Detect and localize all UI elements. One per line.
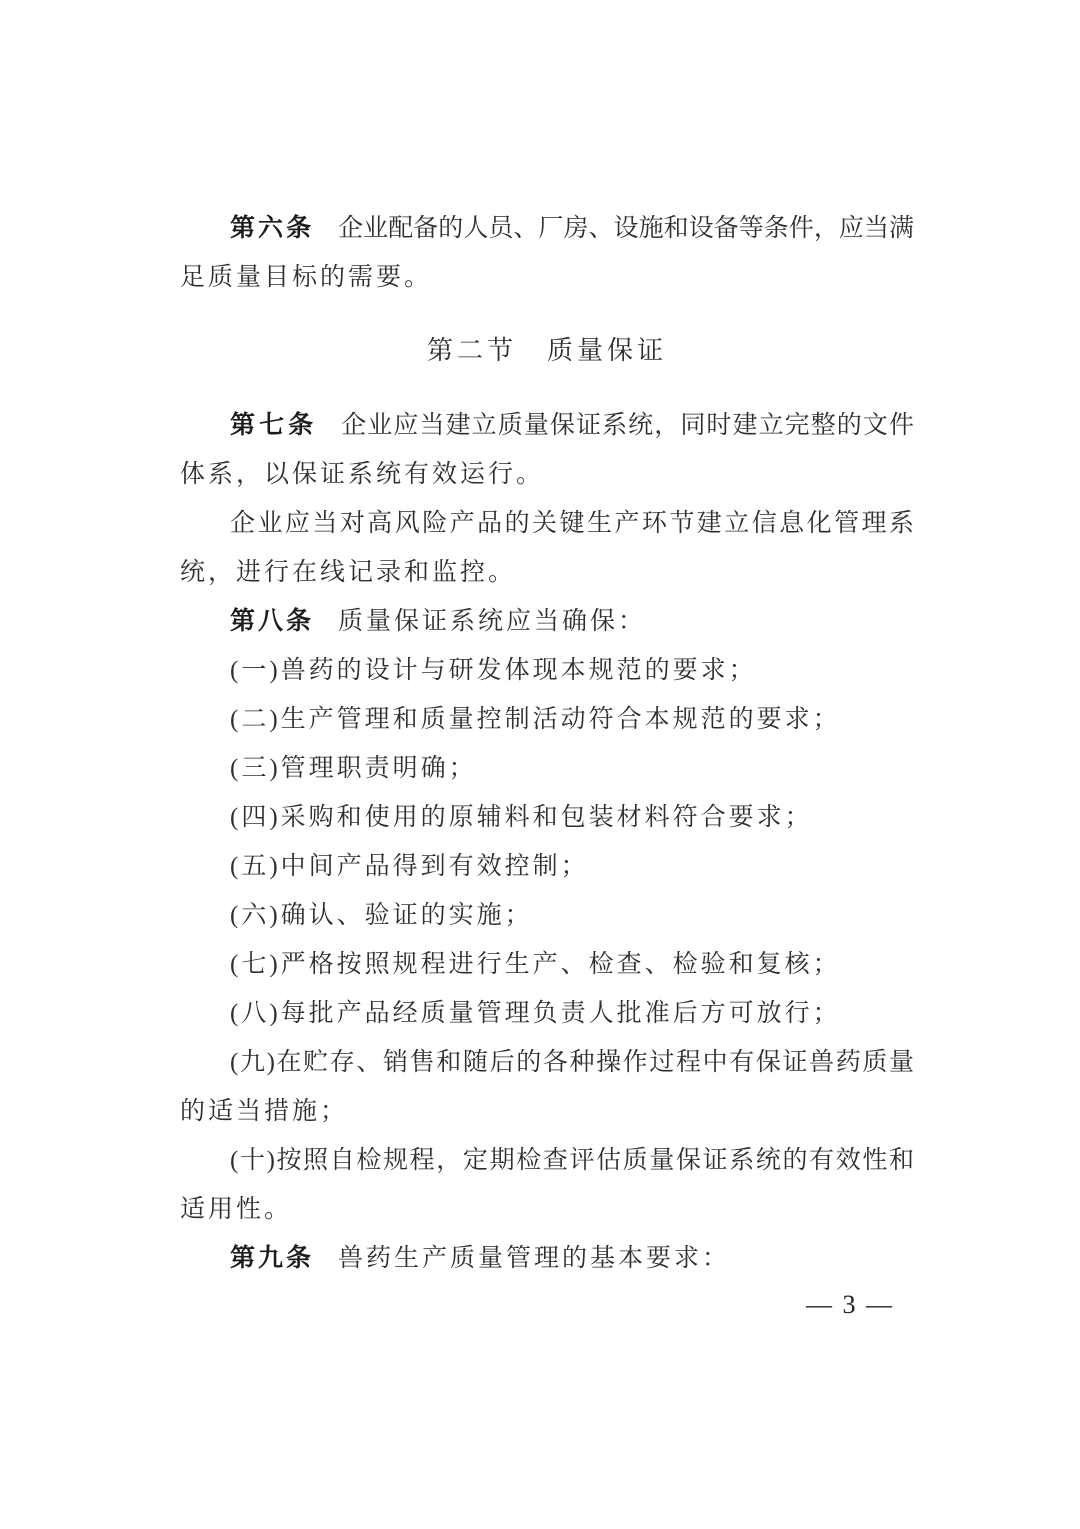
text-line-article-7 bbox=[180, 401, 914, 450]
text-line bbox=[180, 499, 914, 548]
text-line-content: (六)确认、验证的实施； bbox=[230, 902, 533, 929]
text-line-item-4 bbox=[180, 793, 914, 842]
text-line-content: 质量保证系统应当确保： bbox=[338, 608, 647, 635]
text-line-item-2 bbox=[180, 695, 914, 744]
text-line-item-3 bbox=[180, 744, 914, 793]
text-line-content: (二)生产管理和质量控制活动符合本规范的要求； bbox=[230, 706, 841, 733]
page-number: — 3 — bbox=[806, 1290, 894, 1319]
article-9-lead: 第九条 bbox=[230, 1244, 315, 1272]
text-line bbox=[180, 1185, 914, 1234]
text-line-content: (五)中间产品得到有效控制； bbox=[230, 853, 589, 880]
text-line-content: 企业应当对高风险产品的关键生产环节建立信息化管理系 bbox=[230, 510, 914, 537]
text-line-item-9 bbox=[180, 1038, 914, 1087]
text-line bbox=[180, 450, 914, 499]
text-line-content: (七)严格按照规程进行生产、检查、检验和复核； bbox=[230, 951, 841, 978]
article-6-lead: 第六条 bbox=[230, 214, 315, 242]
text-line-content: (一)兽药的设计与研发体现本规范的要求； bbox=[230, 657, 757, 684]
text-line-article-6 bbox=[180, 204, 914, 253]
text-line-item-5 bbox=[180, 842, 914, 891]
text-line-content: (九)在贮存、销售和随后的各种操作过程中有保证兽药质量 bbox=[230, 1049, 914, 1076]
text-line-content: 适用性。 bbox=[180, 1196, 293, 1223]
document-body bbox=[180, 204, 914, 1283]
text-line-item-8 bbox=[180, 989, 914, 1038]
text-line bbox=[180, 548, 914, 597]
text-line-content: (八)每批产品经质量管理负责人批准后方可放行； bbox=[230, 1000, 841, 1027]
text-line bbox=[180, 253, 914, 302]
text-line-content: 企业应当建立质量保证系统，同时建立完整的文件 bbox=[341, 412, 914, 439]
article-8-lead: 第八条 bbox=[230, 607, 315, 635]
section-heading: 第二节 质量保证 bbox=[426, 336, 667, 365]
text-line-item-6 bbox=[180, 891, 914, 940]
text-line-content: 足质量目标的需要。 bbox=[180, 264, 433, 291]
text-line-content: 体系，以保证系统有效运行。 bbox=[180, 461, 545, 488]
text-line-content: 的适当措施； bbox=[180, 1098, 349, 1125]
text-line-content: 统，进行在线记录和监控。 bbox=[180, 559, 517, 586]
text-line-content: (十)按照自检规程，定期检查评估质量保证系统的有效性和 bbox=[230, 1147, 914, 1174]
text-line-item-10 bbox=[180, 1136, 914, 1185]
text-line-content: (四)采购和使用的原辅料和包装材料符合要求； bbox=[230, 804, 813, 831]
text-line-article-9 bbox=[180, 1234, 914, 1283]
text-line-item-7 bbox=[180, 940, 914, 989]
text-line bbox=[180, 1087, 914, 1136]
text-line-item-1 bbox=[180, 646, 914, 695]
article-7-lead: 第七条 bbox=[230, 411, 318, 439]
text-line-content: 兽药生产质量管理的基本要求： bbox=[338, 1245, 731, 1272]
text-line-content: 企业配备的人员、厂房、设施和设备等条件，应当满 bbox=[338, 215, 914, 242]
text-line-content: (三)管理职责明确； bbox=[230, 755, 477, 782]
text-line-article-8 bbox=[180, 597, 914, 646]
